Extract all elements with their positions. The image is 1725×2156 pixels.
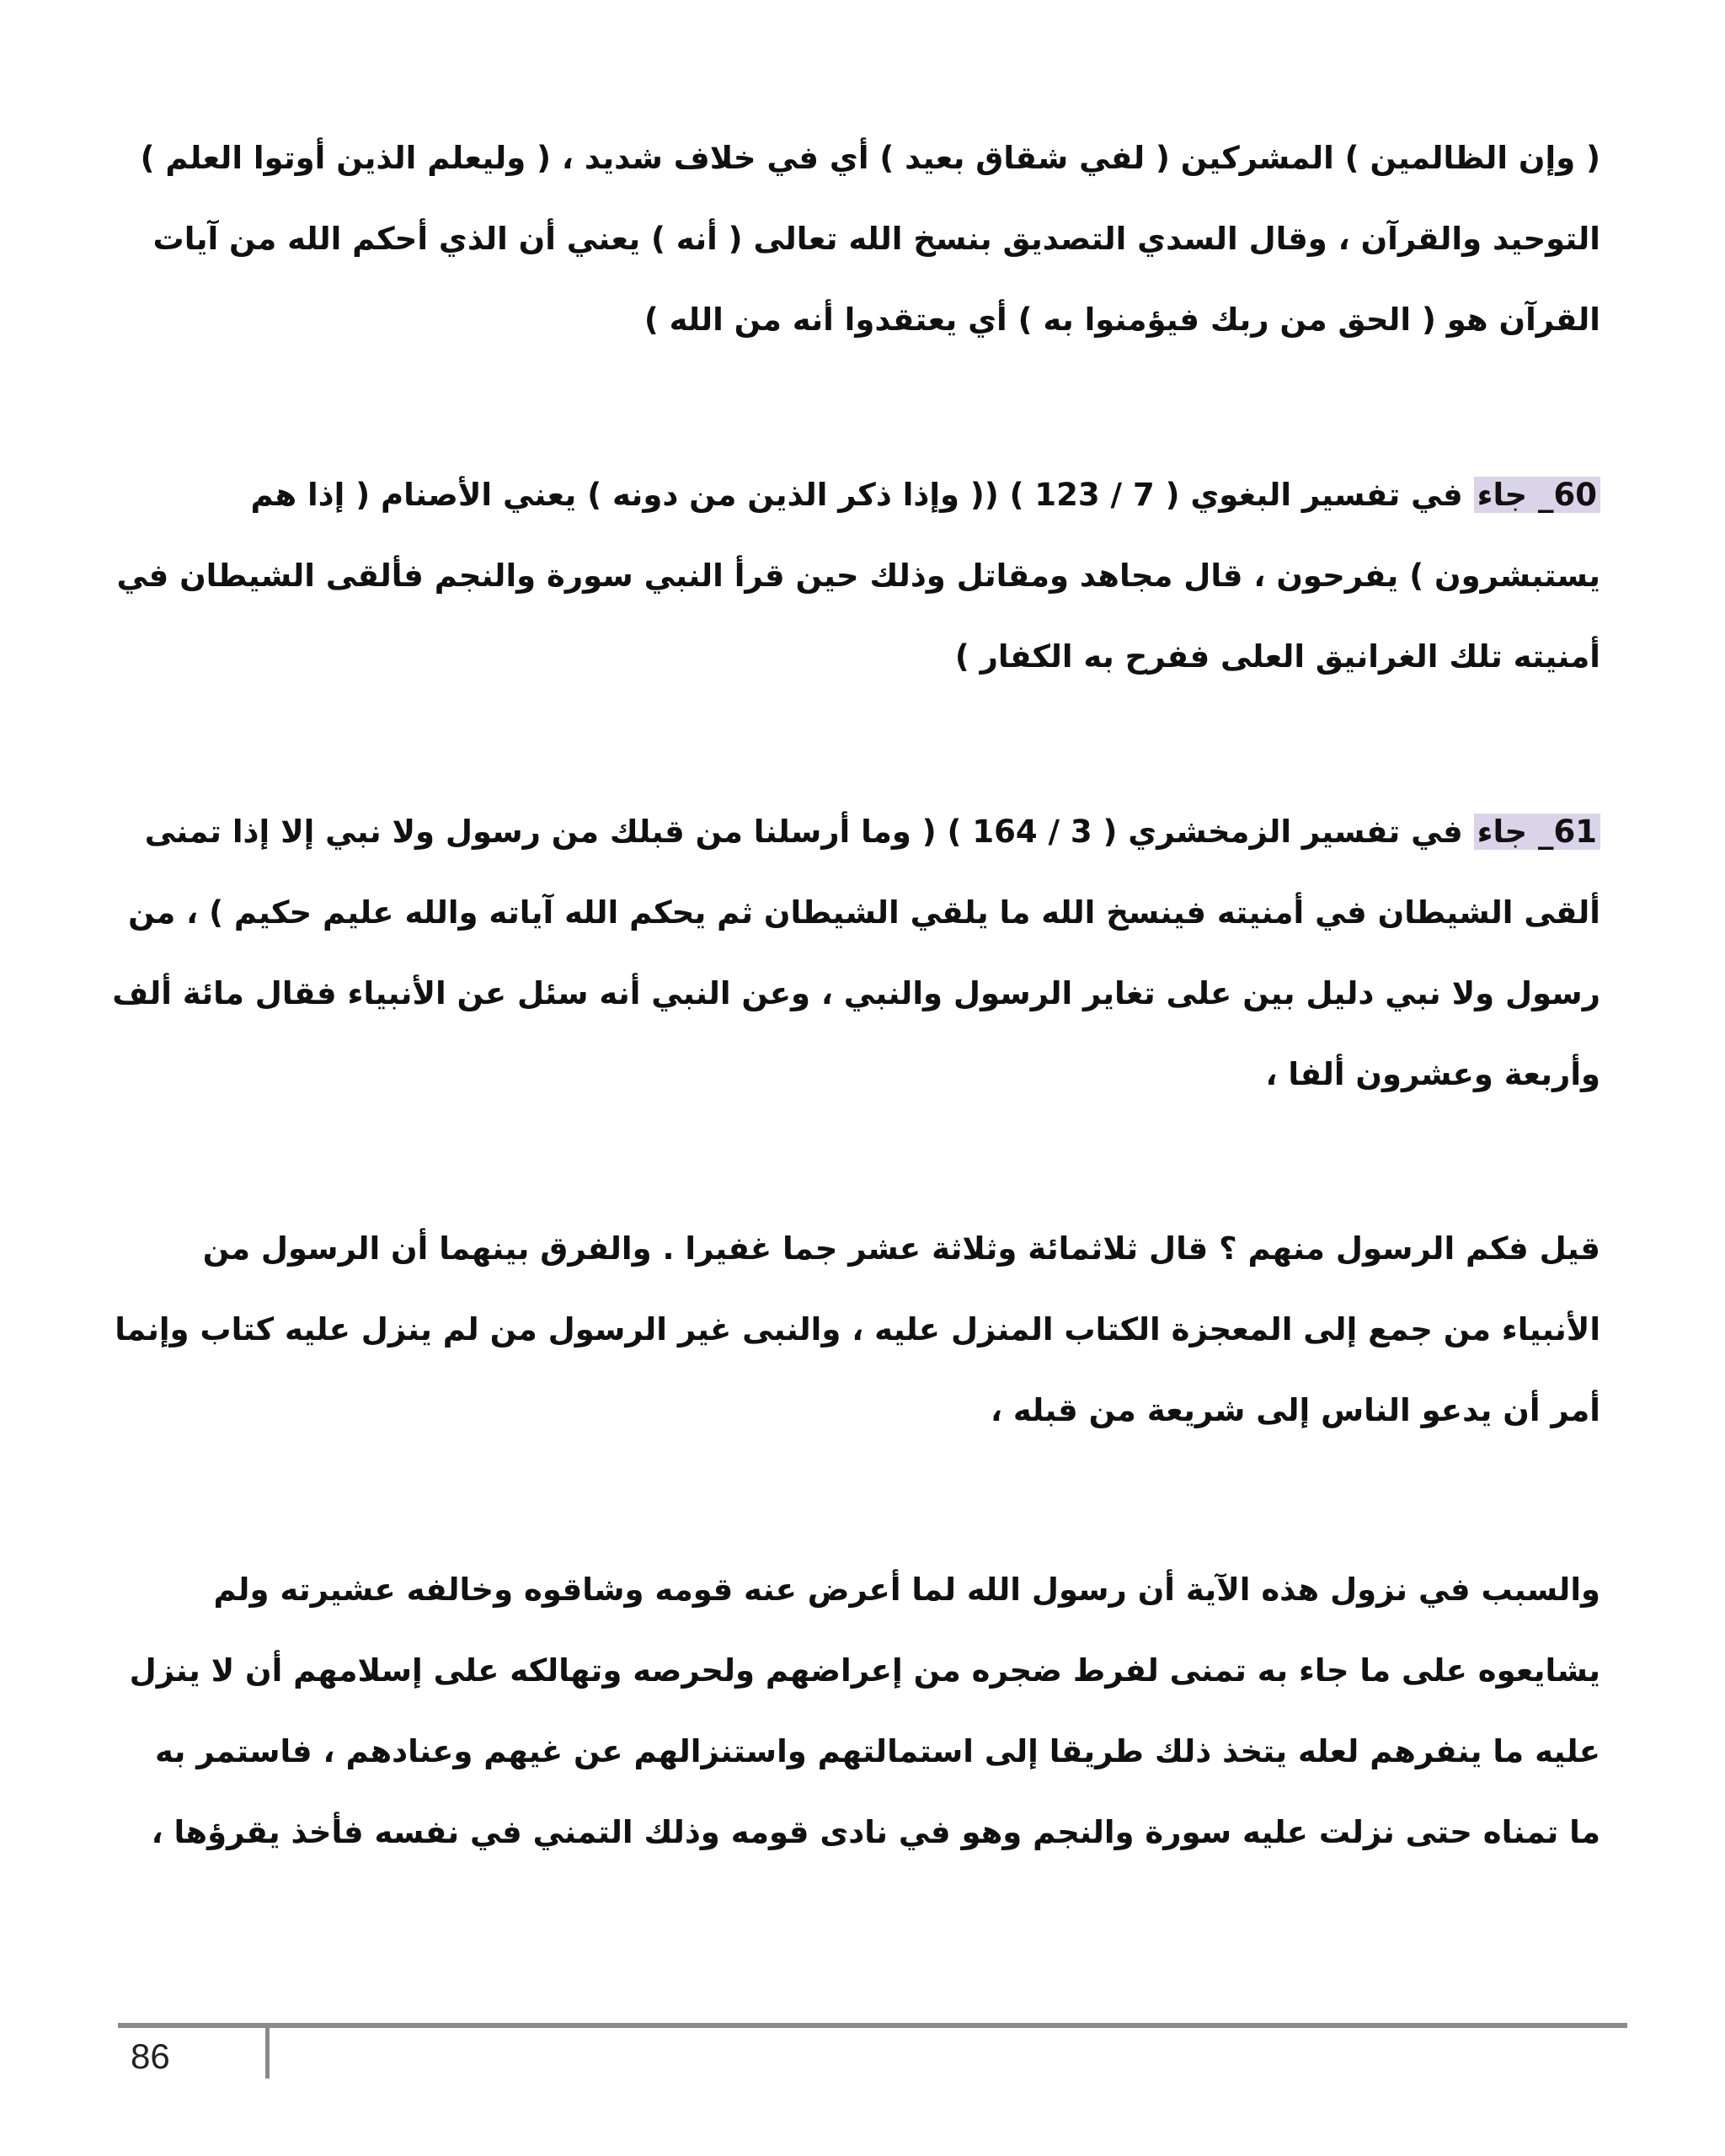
text-line: يشايعوه على ما جاء به تمنى لفرط ضجره من إعراضهم ولحرصه وتهالكه على إسلامهم أن لا ينزل: [129, 1652, 1600, 1689]
text-line: أمر أن يدعو الناس إلى شريعة من قبله ،: [990, 1392, 1600, 1428]
text-line: القرآن هو ( الحق من ربك فيؤمنوا به ) أي يعتقدوا أنه من الله ): [644, 302, 1600, 338]
text-line: يستبشرون ) يفرحون ، قال مجاهد ومقاتل وذلك حين قرأ النبي سورة والنجم فألقى الشيطان في: [116, 558, 1600, 594]
text-line: رسول ولا نبي دليل بين على تغاير الرسول والنبي ، وعن النبي أنه سئل عن الأنبياء فقال مائة ألف: [112, 975, 1600, 1011]
text-line-rest: في تفسير الزمخشري ( 3 / 164 ) ( وما أرسلنا من قبلك من رسول ولا نبي إلا إذا تمنى: [144, 814, 1474, 850]
text-line: ما تمناه حتى نزلت عليه سورة والنجم وهو في نادى قومه وذلك التمني في نفسه فأخذ يقرؤها ،: [151, 1814, 1600, 1850]
paragraph-2-entry-60: [116, 455, 1600, 697]
paragraph-1: [135, 118, 1600, 360]
text-line: التوحيد والقرآن ، وقال السدي التصديق بنسخ الله تعالى ( أنه ) يعني أن الذي أحكم الله من آيات: [152, 221, 1600, 257]
text-line: ( وإن الظالمين ) المشركين ( لفي شقاق بعيد ) أي في خلاف شديد ، ( وليعلم الذين أوتوا العلم ): [140, 140, 1600, 176]
paragraph-4: [115, 1209, 1600, 1451]
text-line: أمنيته تلك الغرانيق العلى ففرح به الكفار ): [954, 638, 1600, 675]
footer-separator: [265, 2023, 270, 2079]
text-line: والسبب في نزول هذه الآية أن رسول الله لما أعرض عنه قومه وشاقوه وخالفه عشيرته ولم: [213, 1572, 1600, 1608]
text-line: وأربعة وعشرون ألفا ،: [1265, 1056, 1600, 1092]
entry-number-highlight: 60_ جاء: [1474, 477, 1600, 513]
page-number: 86: [131, 2036, 170, 2076]
text-line: [135, 455, 1600, 536]
entry-number-highlight: 61_ جاء: [1474, 814, 1600, 850]
footer-divider: [118, 2023, 1627, 2028]
text-line: عليه ما ينفرهم لعله يتخذ ذلك طريقا إلى استمالتهم واستنزالهم عن غيهم وعنادهم ، فاستمر به: [155, 1733, 1600, 1769]
text-line: الأنبياء من جمع إلى المعجزة الكتاب المنزل عليه ، والنبى غير الرسول من لم ينزل عليه كتاب وإنما: [115, 1311, 1600, 1348]
text-line: [135, 792, 1600, 873]
text-line: قيل فكم الرسول منهم ؟ قال ثلاثمائة وثلاثة عشر جما غفيرا . والفرق بينهما أن الرسول من: [202, 1230, 1600, 1267]
text-line-rest: في تفسير البغوي ( 7 / 123 ) (( وإذا ذكر الذين من دونه ) يعني الأصنام ( إذا هم: [250, 477, 1474, 513]
text-line: ألقى الشيطان في أمنيته فينسخ الله ما يلقي الشيطان ثم يحكم الله آياته والله عليم حكيم ) ، من: [128, 894, 1600, 931]
paragraph-3-entry-61: [112, 792, 1600, 1115]
paragraph-5: [129, 1550, 1600, 1873]
